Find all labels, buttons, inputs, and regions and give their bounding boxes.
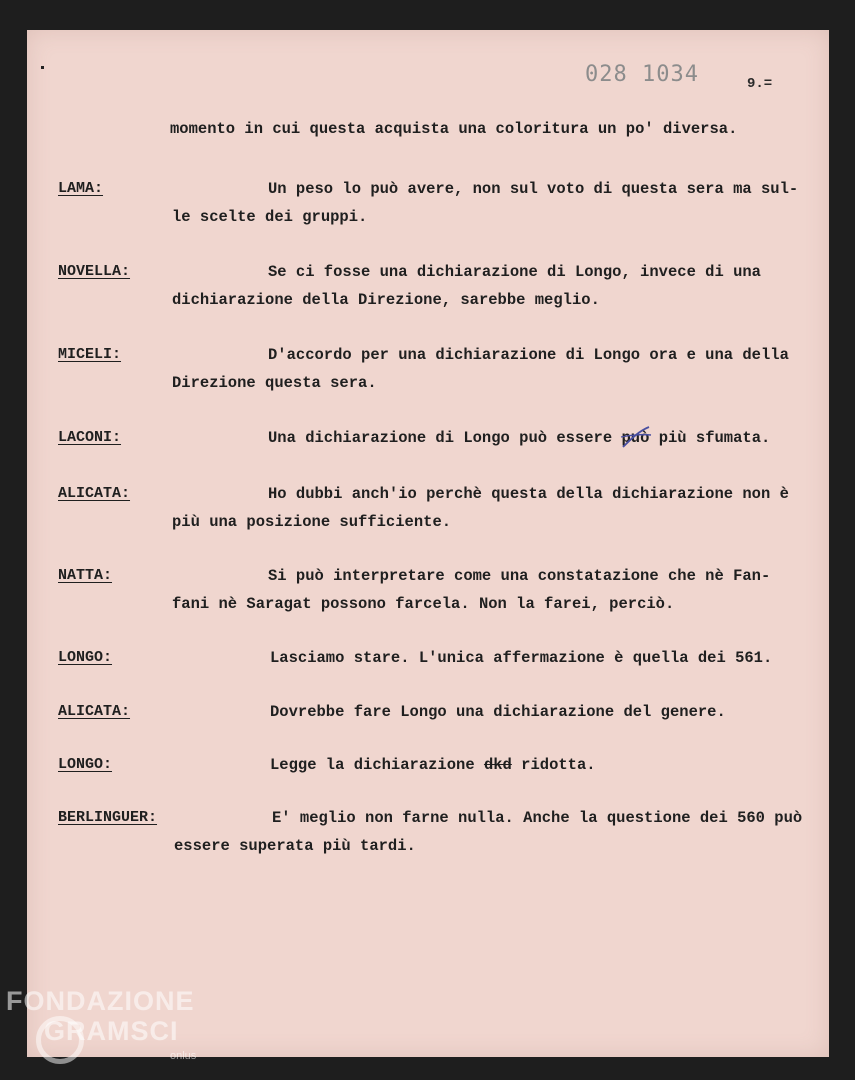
speaker-name: LONGO: [58, 756, 113, 773]
statement-line [268, 429, 770, 447]
struck-word-text: può [621, 429, 650, 447]
statement-line: Un peso lo può avere, non sul voto di questa sera ma sul- [268, 180, 799, 198]
statement-line: Se ci fosse una dichiarazione di Longo, invece di una [268, 263, 761, 281]
statement-line: Lasciamo stare. L'unica affermazione è quella dei 561. [270, 649, 773, 667]
speaker-name: ALICATA: [58, 485, 131, 502]
statement-line: dichiarazione della Direzione, sarebbe meglio. [172, 291, 600, 309]
statement-line: E' meglio non farne nulla. Anche la questione dei 560 può [272, 809, 803, 827]
speaker-name: LONGO: [58, 649, 113, 666]
speaker-name: ALICATA: [58, 703, 131, 720]
speaker-name: LAMA: [58, 180, 104, 197]
archive-number: 028 1034 [585, 62, 699, 87]
statement-text: Legge la dichiarazione [270, 756, 475, 774]
statement-line [270, 756, 596, 774]
statement-line: essere superata più tardi. [174, 837, 416, 855]
statement-line: D'accordo per una dichiarazione di Longo ora e una della [268, 346, 789, 364]
statement-line: Direzione questa sera. [172, 374, 377, 392]
statement-line: Si può interpretare come una constatazione che nè Fan- [268, 567, 771, 585]
speaker-name: NOVELLA: [58, 263, 131, 280]
struck-word: dkd [483, 756, 512, 774]
watermark-line: FONDAZIONE [6, 986, 195, 1016]
statement-text: più sfumata. [658, 429, 771, 447]
intro-line: momento in cui questa acquista una coloritura un po' diversa. [170, 120, 738, 138]
speaker-name: LACONI: [58, 429, 122, 446]
speaker-name: NATTA: [58, 567, 113, 584]
watermark-line: GRAMSCI [44, 1016, 179, 1046]
struck-word [621, 429, 649, 447]
page-number: 9.= [747, 76, 773, 92]
speaker-name: BERLINGUER: [58, 809, 158, 826]
statement-text: ridotta. [521, 756, 596, 774]
statement-line: più una posizione sufficiente. [172, 513, 452, 531]
statement-line: Dovrebbe fare Longo una dichiarazione del genere. [270, 703, 726, 721]
statement-line: fani nè Saragat possono farcela. Non la farei, perciò. [172, 595, 675, 613]
watermark-line: onlus [170, 1050, 197, 1062]
statement-text: Una dichiarazione di Longo può essere [268, 429, 613, 447]
statement-line: Ho dubbi anch'io perchè questa della dichiarazione non è [268, 485, 789, 503]
statement-line: le scelte dei gruppi. [172, 208, 368, 226]
speaker-name: MICELI: [58, 346, 122, 363]
pen-strike-icon [617, 425, 657, 451]
paper-mark [41, 66, 44, 69]
